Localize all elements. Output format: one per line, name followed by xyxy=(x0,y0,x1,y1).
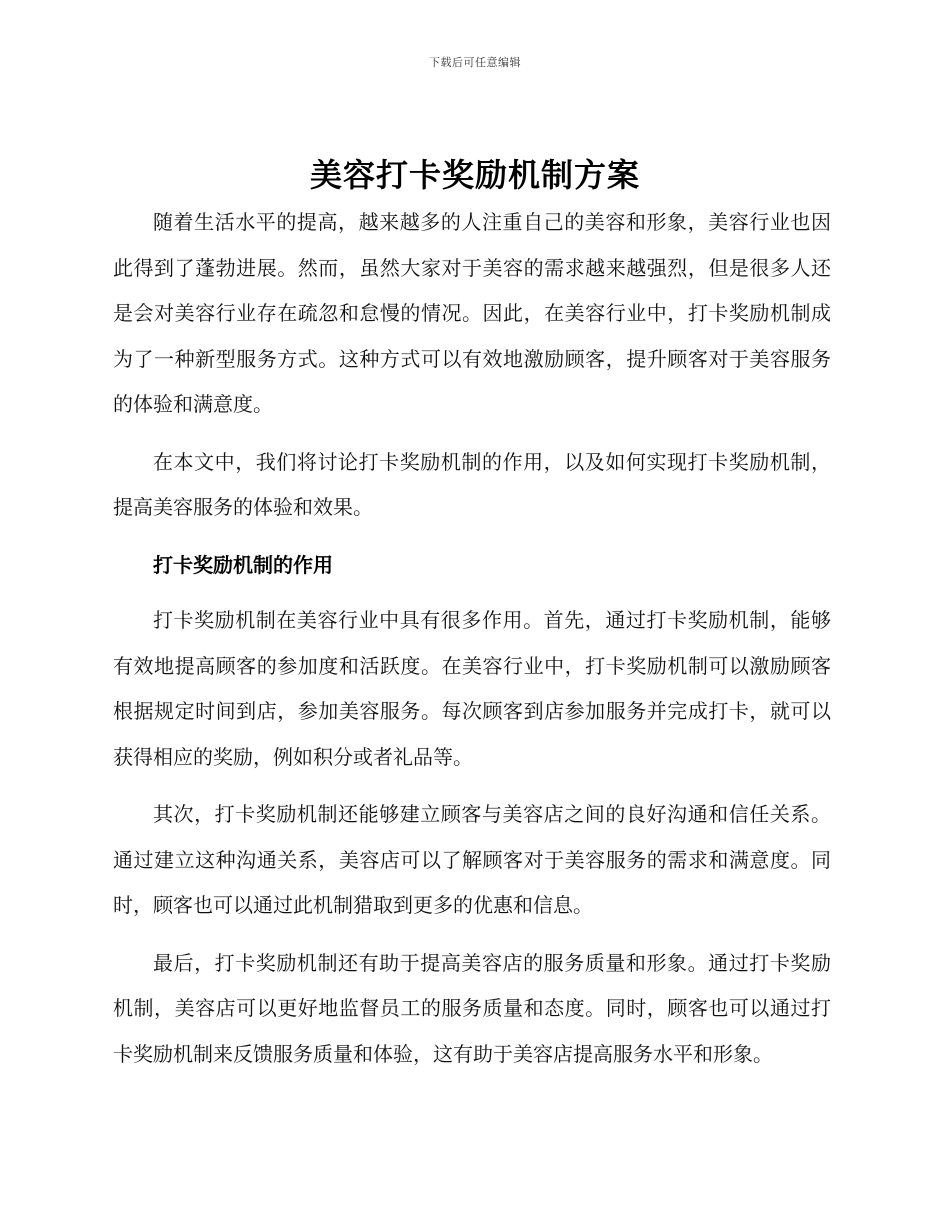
paragraph-overview: 在本文中，我们将讨论打卡奖励机制的作用，以及如何实现打卡奖励机制，提高美容服务的体验和效果。 xyxy=(113,449,831,519)
paragraph-intro: 随着生活水平的提高，越来越多的人注重自己的美容和形象，美容行业也因此得到了蓬勃进展。然而，虽然大家对于美容的需求越来越强烈，但是很多人还是会对美容行业存在疏忽和怠慢的情况。因此，在美容行业中，打卡奖励机制成为了一种新型服务方式。这种方式可以有效地激励顾客，提升顾客对于美容服务的体验和满意度。 xyxy=(113,210,831,416)
paragraph-role-second: 其次，打卡奖励机制还能够建立顾客与美容店之间的良好沟通和信任关系。通过建立这种沟通关系，美容店可以了解顾客对于美容服务的需求和满意度。同时，顾客也可以通过此机制猎取到更多的优惠和信息。 xyxy=(113,802,831,917)
document-title: 美容打卡奖励机制方案 xyxy=(309,156,640,194)
header-note: 下载后可任意编辑 xyxy=(429,56,521,69)
document-body xyxy=(113,200,831,1089)
paragraph-role-first: 打卡奖励机制在美容行业中具有很多作用。首先，通过打卡奖励机制，能够有效地提高顾客的参加度和活跃度。在美容行业中，打卡奖励机制可以激励顾客根据规定时间到店，参加美容服务。每次顾客到店参加服务并完成打卡，就可以获得相应的奖励，例如积分或者礼品等。 xyxy=(113,608,831,769)
section-heading: 打卡奖励机制的作用 xyxy=(153,552,333,577)
paragraph-role-last: 最后，打卡奖励机制还有助于提高美容店的服务质量和形象。通过打卡奖励机制，美容店可以更好地监督员工的服务质量和态度。同时，顾客也可以通过打卡奖励机制来反馈服务质量和体验，这有助于美容店提高服务水平和形象。 xyxy=(113,950,831,1066)
